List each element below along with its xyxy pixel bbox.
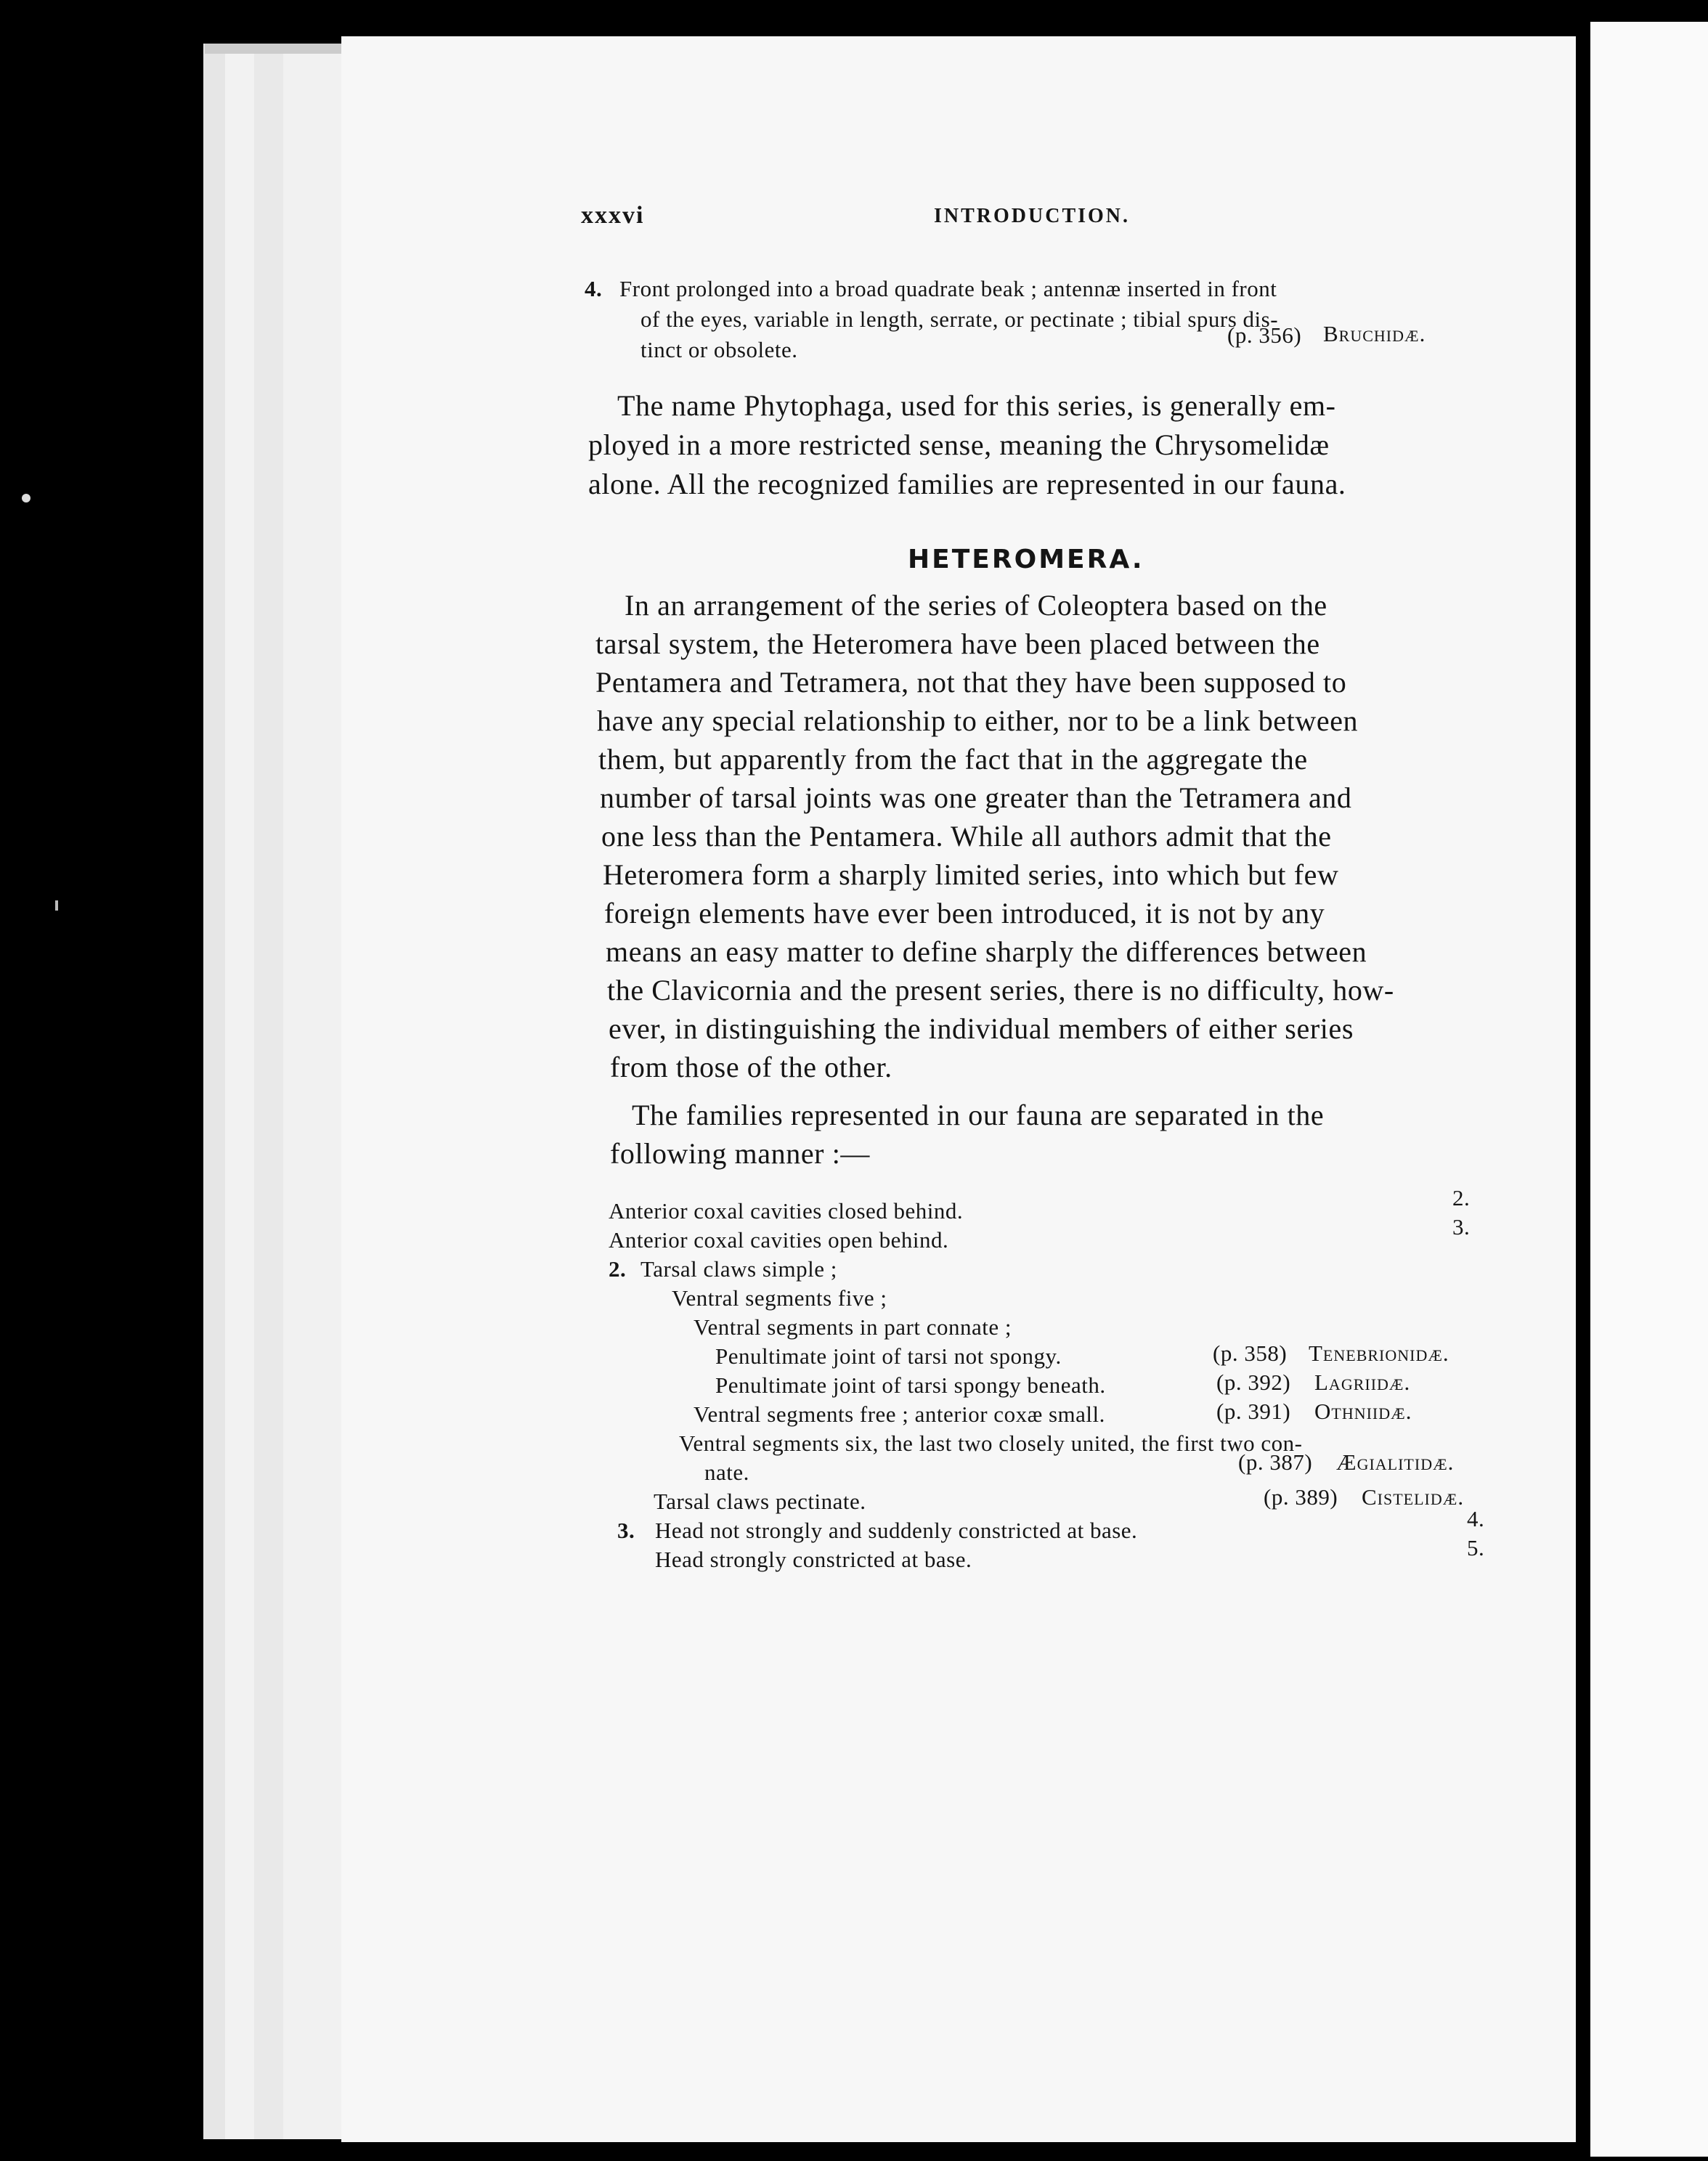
key-number: 3. <box>617 1518 635 1543</box>
paragraph-line: one less than the Pentamera. While all authors admit that the <box>601 820 1332 852</box>
paragraph-line: Pentamera and Tetramera, not that they have been supposed to <box>595 666 1347 699</box>
adjacent-page-edge <box>1590 22 1708 2157</box>
family-name: Bruchidæ. <box>1323 321 1426 346</box>
key-line: Ventral segments free ; anterior coxæ small. <box>694 1401 1105 1427</box>
key-line: Ventral segments five ; <box>672 1285 887 1311</box>
key-line: Anterior coxal cavities closed behind. <box>609 1198 964 1224</box>
paragraph-line: the Clavicornia and the present series, there is no difficulty, how- <box>607 974 1394 1006</box>
key-lead: 3. <box>1452 1214 1471 1240</box>
key-line: Ventral segments six, the last two closely united, the first two con- <box>679 1431 1303 1456</box>
page-reference: (p. 387) <box>1238 1449 1313 1475</box>
entry-number: 4. <box>585 276 603 301</box>
paragraph-line: foreign elements have ever been introduced, it is not by any <box>604 897 1325 929</box>
paragraph-line: The families represented in our fauna are separated in the <box>632 1099 1325 1131</box>
page-reference: (p. 391) <box>1216 1399 1291 1424</box>
page-reference: (p. 358) <box>1213 1340 1288 1366</box>
page-edge <box>203 44 225 2139</box>
scan-speck <box>22 494 30 502</box>
paragraph-line: have any special relationship to either, nor to be a link between <box>597 704 1359 737</box>
gutter-shadow <box>1576 0 1590 2161</box>
paragraph-line: following manner :— <box>610 1137 871 1170</box>
key-line: Anterior coxal cavities open behind. <box>609 1227 949 1253</box>
page-edge <box>254 44 283 2139</box>
family-name: Othniidæ. <box>1314 1399 1412 1424</box>
page-edge-shadow <box>205 44 343 54</box>
key-line: Tarsal claws pectinate. <box>654 1489 866 1514</box>
key-line: Penultimate joint of tarsi not spongy. <box>715 1343 1062 1369</box>
book-page <box>341 36 1576 2142</box>
section-heading: HETEROMERA. <box>908 545 1144 574</box>
key-number: 2. <box>609 1256 627 1282</box>
page-reference: (p. 389) <box>1264 1484 1338 1510</box>
page-edge <box>225 44 254 2139</box>
paragraph-line: means an easy matter to define sharply the differences between <box>606 935 1367 968</box>
family-name: Lagriidæ. <box>1314 1370 1411 1395</box>
entry-line: tinct or obsolete. <box>640 337 798 362</box>
paragraph-line: number of tarsal joints was one greater than the Tetramera and <box>600 781 1352 814</box>
key-lead: 2. <box>1452 1185 1471 1210</box>
page-reference: (p. 356) <box>1227 322 1302 348</box>
entry-line: of the eyes, variable in length, serrate, or pectinate ; tibial spurs dis- <box>640 306 1279 332</box>
family-name: Cistelidæ. <box>1362 1484 1465 1510</box>
key-line: Penultimate joint of tarsi spongy beneath. <box>715 1372 1106 1398</box>
key-lead: 5. <box>1467 1535 1485 1560</box>
page-number: xxxvi <box>581 202 645 229</box>
key-line: Ventral segments in part connate ; <box>694 1314 1012 1340</box>
paragraph-line: Heteromera form a sharply limited series, into which but few <box>603 858 1339 891</box>
key-line: nate. <box>704 1460 749 1485</box>
paragraph-line: tarsal system, the Heteromera have been placed between the <box>595 627 1320 660</box>
scan-speck <box>55 900 58 911</box>
page-reference: (p. 392) <box>1216 1370 1291 1395</box>
paragraph-line: from those of the other. <box>610 1051 892 1083</box>
entry-line: Front prolonged into a broad quadrate beak ; antennæ inserted in front <box>619 276 1277 301</box>
running-title: INTRODUCTION. <box>934 205 1131 227</box>
key-line: Tarsal claws simple ; <box>640 1256 837 1282</box>
paragraph-line: ployed in a more restricted sense, meaning the Chrysomelidæ <box>588 428 1330 461</box>
page-edge <box>283 44 341 2139</box>
key-lead: 4. <box>1467 1506 1485 1531</box>
paragraph-line: The name Phytophaga, used for this series, is generally em- <box>617 389 1336 422</box>
family-name: Tenebrionidæ. <box>1309 1340 1449 1366</box>
paragraph-line: In an arrangement of the series of Coleoptera based on the <box>625 589 1327 622</box>
key-line: Head strongly constricted at base. <box>655 1547 972 1572</box>
paragraph-line: them, but apparently from the fact that in the aggregate the <box>598 743 1308 776</box>
paragraph-line: ever, in distinguishing the individual members of either series <box>609 1012 1354 1045</box>
family-name: Ægialitidæ. <box>1336 1449 1455 1475</box>
key-line: Head not strongly and suddenly constricted at base. <box>655 1518 1138 1543</box>
paragraph-line: alone. All the recognized families are represented in our fauna. <box>588 468 1346 500</box>
